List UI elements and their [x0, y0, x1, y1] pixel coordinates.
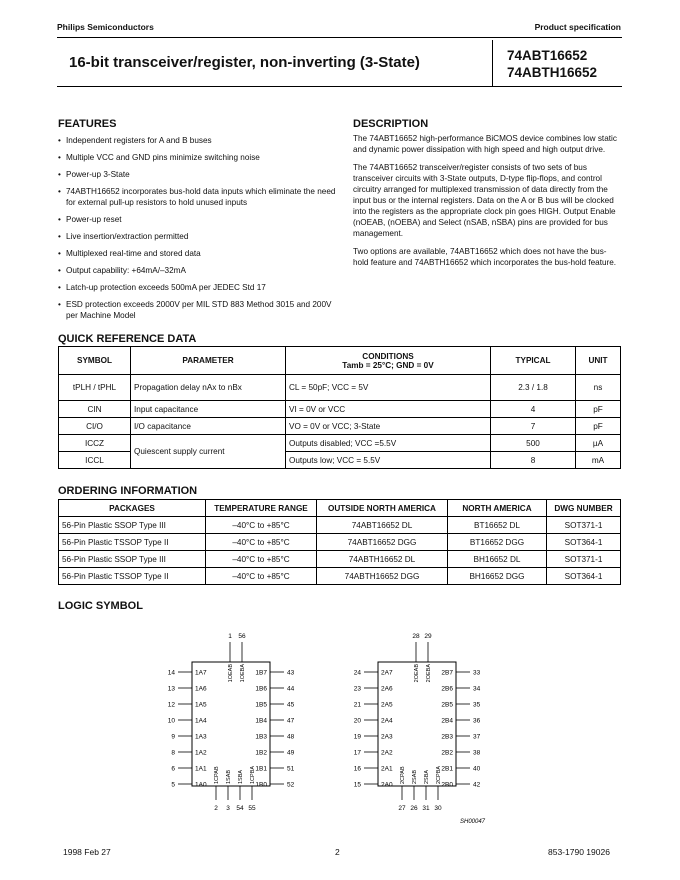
pin-label: 1OEAB: [228, 664, 234, 683]
description-paragraph: The 74ABT16652 high-performance BiCMOS device combines low static and dynamic power dissipation with high speed and high output drive.: [353, 134, 617, 154]
table-header-row: [59, 347, 621, 375]
title-rule: [57, 86, 622, 87]
feature-item: • Latch-up protection exceeds 500mA per JEDEC Std 17: [58, 282, 338, 293]
pin-number: 2: [214, 805, 218, 812]
table-cell: µA: [576, 435, 621, 452]
pin-number: 45: [287, 701, 295, 709]
feature-item: • Live insertion/extraction permitted: [58, 231, 338, 242]
qrd-heading: QUICK REFERENCE DATA: [58, 333, 197, 345]
pin-label: 2B1: [441, 765, 453, 773]
pin-label: 1B7: [255, 669, 267, 677]
pin-number: 24: [353, 669, 361, 677]
pin-label: 1A3: [195, 733, 207, 741]
description-body: [353, 133, 621, 275]
footer-page-number: 2: [335, 847, 340, 857]
part-number-box: [492, 40, 623, 86]
pin-number: 8: [171, 749, 175, 757]
pin-number: 23: [353, 685, 361, 693]
pin-number: 55: [248, 805, 256, 812]
pin-number: 17: [353, 749, 361, 757]
pin-label: 1B4: [255, 717, 267, 725]
table-cell: BT16652 DL: [448, 517, 547, 534]
table-cell: –40°C to +85°C: [206, 551, 317, 568]
pin-number: 48: [287, 733, 295, 741]
table-cell: 500: [491, 435, 576, 452]
table-cell: 56-Pin Plastic SSOP Type III: [59, 517, 206, 534]
feature-item: • Independent registers for A and B buses: [58, 135, 338, 146]
table-row: [59, 551, 621, 568]
pin-label: 1OEBA: [240, 664, 246, 683]
pin-label: 2A4: [381, 717, 393, 725]
feature-item: • 74ABTH16652 incorporates bus-hold data inputs which eliminate the need for external pull-up resistors to hold unused inputs: [58, 186, 338, 208]
pin-label: 2SAB: [412, 769, 418, 784]
pin-label: 1A4: [195, 717, 207, 725]
table-cell: ns: [576, 375, 621, 401]
pin-label: 2B6: [441, 685, 453, 693]
conditions-label: CONDITIONS: [362, 351, 414, 361]
pin-number: 43: [287, 669, 295, 677]
pin-label: 2B0: [441, 781, 453, 789]
pin-number: 54: [236, 805, 244, 812]
pin-number: 20: [353, 717, 361, 725]
pin-number: 33: [473, 669, 481, 677]
pin-number: 38: [473, 749, 481, 757]
pin-number: 3: [226, 805, 230, 812]
pin-number: 5: [171, 781, 175, 789]
pin-label: 1SBA: [238, 769, 244, 784]
pin-number: 12: [167, 701, 175, 709]
table-cell: 7: [491, 418, 576, 435]
pin-number: 26: [410, 805, 418, 812]
table-cell: SOT371-1: [547, 517, 621, 534]
pin-label: 1B5: [255, 701, 267, 709]
logic-symbol-diagram: [150, 624, 502, 828]
pin-number: 10: [167, 717, 175, 725]
logic-symbol-frame: [150, 624, 502, 828]
pin-label: 2B7: [441, 669, 453, 677]
pin-label: 2A6: [381, 685, 393, 693]
col-header: PACKAGES: [59, 500, 206, 517]
table-row: [59, 534, 621, 551]
table-cell: 4: [491, 401, 576, 418]
table-cell: SOT371-1: [547, 551, 621, 568]
pin-number: 9: [171, 733, 175, 741]
col-header: UNIT: [576, 347, 621, 375]
table-cell: 56-Pin Plastic TSSOP Type II: [59, 534, 206, 551]
features-list: [58, 135, 338, 327]
table-cell: –40°C to +85°C: [206, 534, 317, 551]
table-row: [59, 435, 621, 452]
pin-label: 2A3: [381, 733, 393, 741]
pin-number: 29: [424, 633, 432, 640]
pin-number: 14: [167, 669, 175, 677]
pin-label: 1B1: [255, 765, 267, 773]
table-cell: 74ABTH16652 DL: [317, 551, 448, 568]
table-cell: 74ABT16652 DGG: [317, 534, 448, 551]
table-row: [59, 517, 621, 534]
pin-label: 1A2: [195, 749, 207, 757]
pin-number: 31: [422, 805, 430, 812]
table-cell: SOT364-1: [547, 568, 621, 585]
figure-reference: SH00047: [460, 819, 486, 825]
table-cell: 74ABTH16652 DGG: [317, 568, 448, 585]
table-cell: BH16652 DL: [448, 551, 547, 568]
table-cell: ICCZ: [59, 435, 131, 452]
pin-label: 2OEAB: [414, 664, 420, 683]
feature-item: • Power-up 3-State: [58, 169, 338, 180]
table-cell: ICCL: [59, 452, 131, 469]
conditions-sub: Tamb = 25°C; GND = 0V: [342, 360, 434, 370]
pin-label: 2A1: [381, 765, 393, 773]
table-cell: CL = 50pF; VCC = 5V: [286, 375, 491, 401]
table-cell: Outputs disabled; VCC =5.5V: [286, 435, 491, 452]
header-rule: [57, 37, 622, 38]
pin-label: 2A0: [381, 781, 393, 789]
pin-number: 28: [412, 633, 420, 640]
pin-label: 1CPAB: [214, 766, 220, 784]
pin-label: 2B3: [441, 733, 453, 741]
table-row: [59, 401, 621, 418]
table-cell: CIN: [59, 401, 131, 418]
features-heading: FEATURES: [58, 118, 117, 130]
table-cell: 74ABT16652 DL: [317, 517, 448, 534]
company-name: Philips Semiconductors: [57, 22, 154, 32]
feature-item: • Output capability: +64mA/–32mA: [58, 265, 338, 276]
pin-number: 16: [353, 765, 361, 773]
pin-number: 42: [473, 781, 481, 789]
description-heading: DESCRIPTION: [353, 118, 429, 130]
description-paragraph: The 74ABT16652 transceiver/register consists of two sets of bus transceiver circuits with 3-State outputs, D-type flip-flops, and control circuitry arranged for multiplexed transmission of data directly from the input bus or the internal registers. Data on the A or B bus will be clocked into the registers as the appropriate clock pin goes HIGH. Output Enable (nOEAB, (nOEBA) and Select (nSAB, nSBA) pins are provided for bus management.: [353, 163, 616, 238]
table-cell: pF: [576, 401, 621, 418]
pin-label: 1CPBA: [250, 765, 256, 784]
pin-label: 1A5: [195, 701, 207, 709]
pin-label: 2A2: [381, 749, 393, 757]
col-header: OUTSIDE NORTH AMERICA: [317, 500, 448, 517]
pin-number: 49: [287, 749, 295, 757]
feature-item: • Multiplexed real-time and stored data: [58, 248, 338, 259]
pin-number: 44: [287, 685, 295, 693]
pin-number: 56: [238, 633, 246, 640]
table-cell: Input capacitance: [131, 401, 286, 418]
feature-item: • Multiple VCC and GND pins minimize switching noise: [58, 152, 338, 163]
table-cell: Propagation delay nAx to nBx: [131, 375, 286, 401]
pin-number: 37: [473, 733, 481, 741]
pin-number: 13: [167, 685, 175, 693]
col-header: [286, 347, 491, 375]
quick-reference-table: [58, 346, 621, 469]
pin-number: 52: [287, 781, 295, 789]
ordering-table: [58, 499, 621, 585]
pin-label: 1B6: [255, 685, 267, 693]
pin-number: 47: [287, 717, 295, 725]
footer-date: 1998 Feb 27: [63, 847, 111, 857]
pin-label: 2B4: [441, 717, 453, 725]
pin-number: 15: [353, 781, 361, 789]
table-cell: pF: [576, 418, 621, 435]
table-cell: BH16652 DGG: [448, 568, 547, 585]
logic-symbol-heading: LOGIC SYMBOL: [58, 600, 143, 612]
table-cell: –40°C to +85°C: [206, 517, 317, 534]
table-cell: Outputs low; VCC = 5.5V: [286, 452, 491, 469]
table-cell: BT16652 DGG: [448, 534, 547, 551]
col-header: DWG NUMBER: [547, 500, 621, 517]
pin-label: 1A7: [195, 669, 207, 677]
col-header: TYPICAL: [491, 347, 576, 375]
pin-number: 34: [473, 685, 481, 693]
table-cell: SOT364-1: [547, 534, 621, 551]
pin-number: 27: [398, 805, 406, 812]
col-header: PARAMETER: [131, 347, 286, 375]
pin-number: 1: [228, 633, 232, 640]
table-cell: 8: [491, 452, 576, 469]
document-type: Product specification: [534, 22, 621, 32]
table-cell: 2.3 / 1.8: [491, 375, 576, 401]
ordering-heading: ORDERING INFORMATION: [58, 485, 198, 497]
pin-label: 1B0: [255, 781, 267, 789]
feature-item: • Power-up reset: [58, 214, 338, 225]
col-header: TEMPERATURE RANGE: [206, 500, 317, 517]
pin-label: 2OEBA: [426, 664, 432, 683]
table-row: [59, 418, 621, 435]
table-row: [59, 568, 621, 585]
pin-label: 2CPAB: [400, 766, 406, 784]
footer-document-number: 853-1790 19026: [548, 847, 610, 857]
pin-number: 40: [473, 765, 481, 773]
col-header: NORTH AMERICA: [448, 500, 547, 517]
pin-label: 1A0: [195, 781, 207, 789]
pin-label: 2CPBA: [436, 765, 442, 784]
pin-label: 1A1: [195, 765, 207, 773]
table-cell: VI = 0V or VCC: [286, 401, 491, 418]
pin-label: 2A5: [381, 701, 393, 709]
table-cell: tPLH / tPHL: [59, 375, 131, 401]
pin-number: 6: [171, 765, 175, 773]
table-cell: –40°C to +85°C: [206, 568, 317, 585]
table-cell: I/O capacitance: [131, 418, 286, 435]
table-header-row: [59, 500, 621, 517]
description-paragraph: Two options are available, 74ABT16652 which does not have the bus-hold feature and 74ABTH16652 which incorporates the bus-hold feature.: [353, 247, 617, 267]
feature-item: • ESD protection exceeds 2000V per MIL STD 883 Method 3015 and 200V per Machine Model: [58, 299, 338, 321]
part-number-2: 74ABTH16652: [507, 65, 598, 80]
table-cell: Quiescent supply current: [131, 435, 286, 469]
pin-number: 51: [287, 765, 295, 773]
pin-label: 1B3: [255, 733, 267, 741]
pin-number: 35: [473, 701, 481, 709]
pin-label: 2B5: [441, 701, 453, 709]
table-row: [59, 375, 621, 401]
table-cell: mA: [576, 452, 621, 469]
table-cell: CI/O: [59, 418, 131, 435]
pin-label: 1SAB: [226, 769, 232, 784]
page-title: 16-bit transceiver/register, non-inverting (3-State): [69, 54, 420, 71]
table-cell: 56-Pin Plastic SSOP Type III: [59, 551, 206, 568]
table-cell: 56-Pin Plastic TSSOP Type II: [59, 568, 206, 585]
part-number-1: 74ABT16652: [507, 48, 588, 63]
pin-label: 2A7: [381, 669, 393, 677]
pin-number: 21: [353, 701, 361, 709]
pin-label: 1A6: [195, 685, 207, 693]
pin-number: 36: [473, 717, 481, 725]
pin-number: 19: [353, 733, 361, 741]
pin-number: 30: [434, 805, 442, 812]
pin-label: 2SBA: [424, 769, 430, 784]
pin-label: 2B2: [441, 749, 453, 757]
pin-label: 1B2: [255, 749, 267, 757]
table-cell: VO = 0V or VCC; 3-State: [286, 418, 491, 435]
col-header: SYMBOL: [59, 347, 131, 375]
